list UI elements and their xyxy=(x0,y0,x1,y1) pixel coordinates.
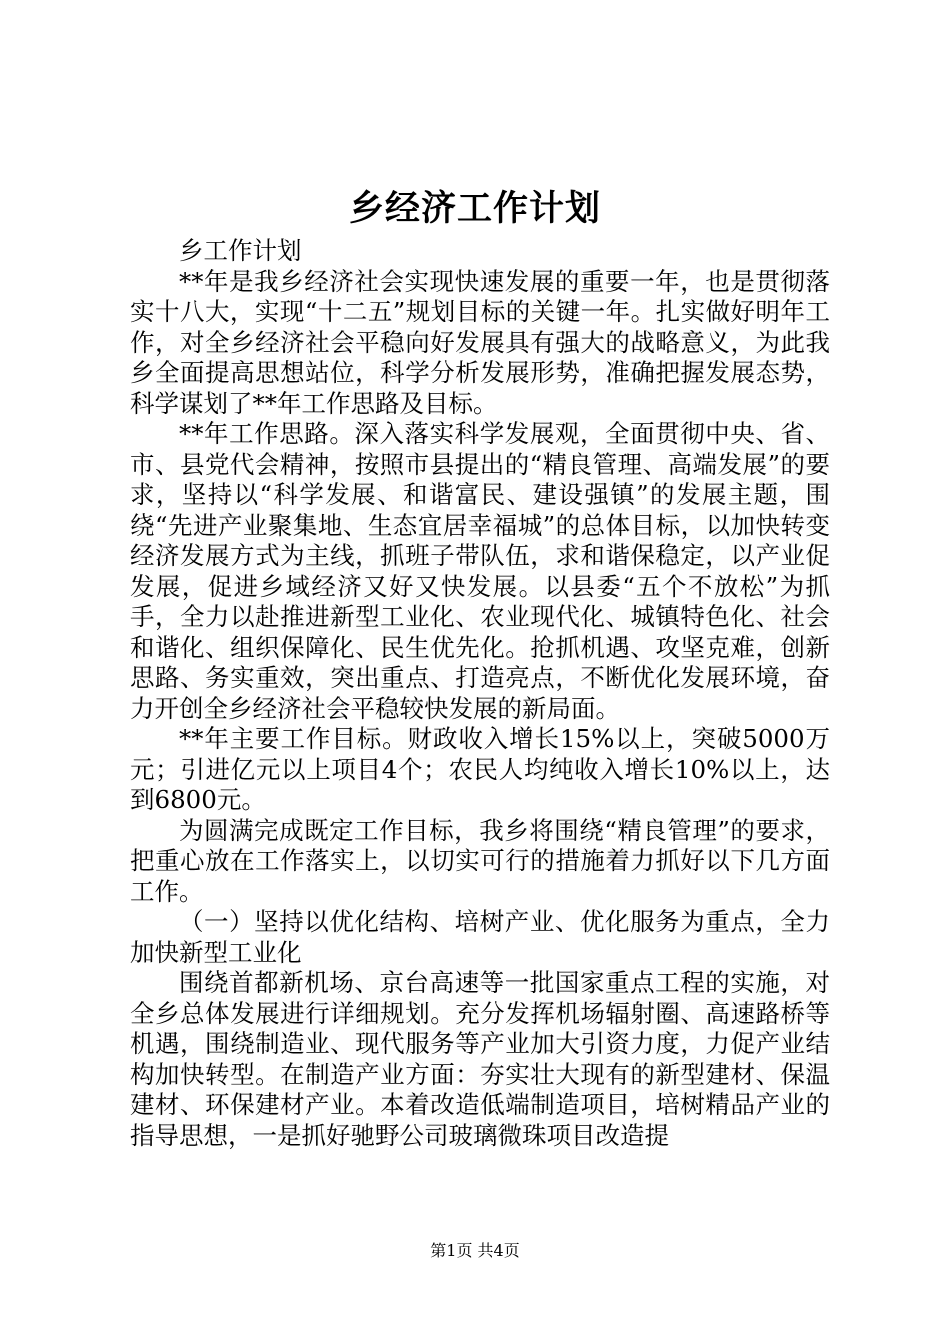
paragraph-work-approach: **年工作思路。深入落实科学发展观，全面贯彻中央、省、市、县党代会精神，按照市县提出的“精良管理、高端发展”的要求，坚持以“科学发展、和谐富民、建设强镇”的发展主题，围绕“先进产业聚集地、生态宜居幸福城”的总体目标，以加快转变经济发展方式为主线，抓班子带队伍，求和谐保稳定，以产业促发展，促进乡域经济又好又快发展。以县委“五个不放松”为抓手，全力以赴推进新型工业化、农业现代化、城镇特色化、社会和谐化、组织保障化、民生优先化。抢抓机遇、攻坚克难，创新思路、务实重效，突出重点、打造亮点，不断优化发展环境，奋力开创全乡经济社会平稳较快发展的新局面。 xyxy=(130,419,830,723)
paragraph-intro: **年是我乡经济社会实现快速发展的重要一年，也是贯彻落实十八大，实现“十二五”规划目标的关键一年。扎实做好明年工作，对全乡经济社会平稳向好发展具有强大的战略意义，为此我乡全面提高思想站位，科学分析发展形势，准确把握发展态势，科学谋划了**年工作思路及目标。 xyxy=(130,266,830,418)
document-body xyxy=(130,236,830,1151)
page-number-footer: 第1页 共4页 xyxy=(430,1241,520,1260)
paragraph-subtitle: 乡工作计划 xyxy=(179,236,302,265)
section-heading-1: （一）坚持以优化结构、培树产业、优化服务为重点，全力加快新型工业化 xyxy=(130,907,830,967)
document-title: 乡经济工作计划 xyxy=(348,188,601,229)
paragraph-section-1: 围绕首都新机场、京台高速等一批国家重点工程的实施，对全乡总体发展进行详细规划。充分发挥机场辐射圈、高速路桥等机遇，围绕制造业、现代服务等产业加大引资力度，力促产业结构加快转型。在制造产业方面：夯实壮大现有的新型建材、保温建材、环保建材产业。本着改造低端制造项目，培树精品产业的指导思想，一是抓好驰野公司玻璃微珠项目改造提 xyxy=(130,968,830,1150)
paragraph-main-goals: **年主要工作目标。财政收入增长15%以上，突破5000万元；引进亿元以上项目4个；农民人均纯收入增长10%以上，达到6800元。 xyxy=(130,724,830,814)
paragraph-measures: 为圆满完成既定工作目标，我乡将围绕“精良管理”的要求，把重心放在工作落实上，以切实可行的措施着力抓好以下几方面工作。 xyxy=(130,815,830,906)
